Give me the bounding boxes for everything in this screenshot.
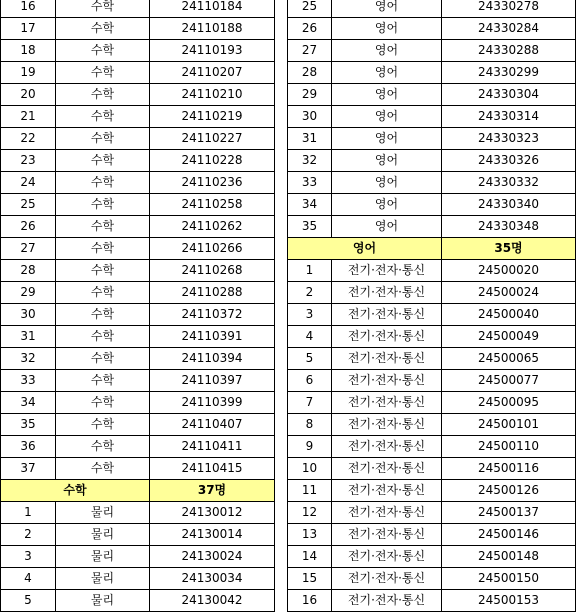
row-number: 14 <box>288 546 332 568</box>
department: 수학 <box>56 436 150 458</box>
student-id: 24110184 <box>150 0 275 18</box>
row-number: 12 <box>288 502 332 524</box>
department: 전기·전자·통신 <box>332 502 442 524</box>
table-row <box>288 590 576 612</box>
student-id: 24330323 <box>442 128 576 150</box>
department: 수학 <box>56 106 150 128</box>
row-number: 7 <box>288 392 332 414</box>
student-id: 24500116 <box>442 458 576 480</box>
table-row <box>288 524 576 546</box>
row-number: 26 <box>1 216 56 238</box>
department: 수학 <box>56 194 150 216</box>
row-number: 30 <box>1 304 56 326</box>
table-row <box>1 282 275 304</box>
row-number: 34 <box>1 392 56 414</box>
department: 영어 <box>332 216 442 238</box>
table-row <box>1 216 275 238</box>
table-row <box>288 128 576 150</box>
table-row <box>288 172 576 194</box>
department: 수학 <box>56 348 150 370</box>
department: 영어 <box>332 0 442 18</box>
row-number: 35 <box>288 216 332 238</box>
student-id: 24500110 <box>442 436 576 458</box>
student-id: 24330348 <box>442 216 576 238</box>
student-id: 24330288 <box>442 40 576 62</box>
right-roster-table <box>287 0 576 612</box>
department: 전기·전자·통신 <box>332 392 442 414</box>
department: 영어 <box>332 150 442 172</box>
table-row <box>288 62 576 84</box>
department: 수학 <box>56 370 150 392</box>
row-number: 31 <box>288 128 332 150</box>
department: 수학 <box>56 128 150 150</box>
row-number: 3 <box>1 546 56 568</box>
row-number: 21 <box>1 106 56 128</box>
row-number: 28 <box>1 260 56 282</box>
left-roster-table <box>0 0 275 612</box>
student-id: 24500126 <box>442 480 576 502</box>
student-id: 24110236 <box>150 172 275 194</box>
department: 물리 <box>56 590 150 612</box>
row-number: 4 <box>288 326 332 348</box>
table-row <box>1 238 275 260</box>
department: 전기·전자·통신 <box>332 260 442 282</box>
department: 물리 <box>56 524 150 546</box>
row-number: 34 <box>288 194 332 216</box>
student-id: 24330304 <box>442 84 576 106</box>
row-number: 28 <box>288 62 332 84</box>
row-number: 25 <box>1 194 56 216</box>
table-row <box>288 568 576 590</box>
row-number: 32 <box>288 150 332 172</box>
student-id: 24330278 <box>442 0 576 18</box>
student-id: 24500049 <box>442 326 576 348</box>
department: 수학 <box>56 260 150 282</box>
table-row <box>1 150 275 172</box>
row-number: 6 <box>288 370 332 392</box>
table-row <box>288 84 576 106</box>
student-id: 24130014 <box>150 524 275 546</box>
table-row <box>1 348 275 370</box>
row-number: 29 <box>1 282 56 304</box>
department: 영어 <box>332 128 442 150</box>
row-number: 20 <box>1 84 56 106</box>
table-row <box>288 216 576 238</box>
department: 전기·전자·통신 <box>332 348 442 370</box>
left-roster-body <box>1 0 275 612</box>
table-row <box>288 502 576 524</box>
student-id: 24110227 <box>150 128 275 150</box>
dept-total-label: 영어 <box>288 238 442 260</box>
student-id: 24110415 <box>150 458 275 480</box>
student-id: 24110266 <box>150 238 275 260</box>
table-row <box>288 40 576 62</box>
student-id: 24130042 <box>150 590 275 612</box>
department: 전기·전자·통신 <box>332 436 442 458</box>
table-row <box>1 106 275 128</box>
row-number: 22 <box>1 128 56 150</box>
row-number: 4 <box>1 568 56 590</box>
department: 영어 <box>332 62 442 84</box>
department: 수학 <box>56 458 150 480</box>
student-id: 24110407 <box>150 414 275 436</box>
department: 수학 <box>56 150 150 172</box>
department: 전기·전자·통신 <box>332 568 442 590</box>
table-row <box>288 370 576 392</box>
department: 수학 <box>56 304 150 326</box>
department: 전기·전자·통신 <box>332 590 442 612</box>
student-id: 24330284 <box>442 18 576 40</box>
student-id: 24110210 <box>150 84 275 106</box>
student-id: 24500148 <box>442 546 576 568</box>
student-id: 24110258 <box>150 194 275 216</box>
student-id: 24330314 <box>442 106 576 128</box>
row-number: 17 <box>1 18 56 40</box>
table-row <box>288 458 576 480</box>
row-number: 16 <box>288 590 332 612</box>
student-id: 24110391 <box>150 326 275 348</box>
student-id: 24500153 <box>442 590 576 612</box>
row-number: 5 <box>288 348 332 370</box>
table-row <box>1 502 275 524</box>
student-id: 24110268 <box>150 260 275 282</box>
table-row <box>288 260 576 282</box>
row-number: 8 <box>288 414 332 436</box>
student-id: 24110228 <box>150 150 275 172</box>
table-row <box>1 84 275 106</box>
student-id: 24500137 <box>442 502 576 524</box>
row-number: 15 <box>288 568 332 590</box>
department: 영어 <box>332 84 442 106</box>
row-number: 27 <box>1 238 56 260</box>
row-number: 16 <box>1 0 56 18</box>
table-row <box>288 0 576 18</box>
student-id: 24110394 <box>150 348 275 370</box>
student-id: 24110372 <box>150 304 275 326</box>
student-id: 24500024 <box>442 282 576 304</box>
department: 수학 <box>56 216 150 238</box>
student-id: 24500095 <box>442 392 576 414</box>
row-number: 3 <box>288 304 332 326</box>
department: 전기·전자·통신 <box>332 370 442 392</box>
table-row <box>288 392 576 414</box>
row-number: 31 <box>1 326 56 348</box>
row-number: 1 <box>288 260 332 282</box>
table-row <box>1 568 275 590</box>
student-id: 24110262 <box>150 216 275 238</box>
table-row <box>1 414 275 436</box>
department: 수학 <box>56 392 150 414</box>
dept-total-count: 35명 <box>442 238 576 260</box>
table-row <box>288 150 576 172</box>
student-id: 24500150 <box>442 568 576 590</box>
student-id: 24130034 <box>150 568 275 590</box>
table-row <box>288 546 576 568</box>
dept-total-row <box>1 480 275 502</box>
student-id: 24130024 <box>150 546 275 568</box>
table-row <box>1 18 275 40</box>
department: 물리 <box>56 502 150 524</box>
table-row <box>288 194 576 216</box>
row-number: 5 <box>1 590 56 612</box>
student-id: 24500040 <box>442 304 576 326</box>
row-number: 2 <box>1 524 56 546</box>
row-number: 30 <box>288 106 332 128</box>
table-row <box>1 304 275 326</box>
department: 영어 <box>332 40 442 62</box>
row-number: 33 <box>1 370 56 392</box>
department: 수학 <box>56 18 150 40</box>
table-row <box>1 326 275 348</box>
row-number: 35 <box>1 414 56 436</box>
row-number: 2 <box>288 282 332 304</box>
table-row <box>288 436 576 458</box>
row-number: 23 <box>1 150 56 172</box>
row-number: 27 <box>288 40 332 62</box>
department: 수학 <box>56 84 150 106</box>
department: 수학 <box>56 238 150 260</box>
dept-total-count: 37명 <box>150 480 275 502</box>
department: 수학 <box>56 0 150 18</box>
department: 물리 <box>56 546 150 568</box>
department: 전기·전자·통신 <box>332 326 442 348</box>
student-id: 24110219 <box>150 106 275 128</box>
table-row <box>288 414 576 436</box>
department: 전기·전자·통신 <box>332 524 442 546</box>
row-number: 9 <box>288 436 332 458</box>
department: 전기·전자·통신 <box>332 304 442 326</box>
table-row <box>288 326 576 348</box>
table-row <box>1 40 275 62</box>
row-number: 33 <box>288 172 332 194</box>
department: 수학 <box>56 326 150 348</box>
student-id: 24110193 <box>150 40 275 62</box>
table-row <box>288 282 576 304</box>
row-number: 32 <box>1 348 56 370</box>
table-row <box>1 546 275 568</box>
department: 수학 <box>56 414 150 436</box>
student-id: 24110399 <box>150 392 275 414</box>
student-id: 24330340 <box>442 194 576 216</box>
row-number: 24 <box>1 172 56 194</box>
student-id: 24500146 <box>442 524 576 546</box>
department: 전기·전자·통신 <box>332 480 442 502</box>
table-row <box>288 18 576 40</box>
right-roster-body <box>288 0 576 612</box>
table-row <box>1 260 275 282</box>
table-row <box>1 0 275 18</box>
table-row <box>288 348 576 370</box>
department: 전기·전자·통신 <box>332 414 442 436</box>
student-id: 24500020 <box>442 260 576 282</box>
student-id: 24110397 <box>150 370 275 392</box>
table-row <box>1 370 275 392</box>
department: 수학 <box>56 172 150 194</box>
department: 영어 <box>332 194 442 216</box>
table-row <box>288 106 576 128</box>
department: 영어 <box>332 106 442 128</box>
row-number: 29 <box>288 84 332 106</box>
department: 수학 <box>56 62 150 84</box>
dept-total-row <box>288 238 576 260</box>
department: 전기·전자·통신 <box>332 546 442 568</box>
student-id: 24110207 <box>150 62 275 84</box>
department: 영어 <box>332 18 442 40</box>
row-number: 26 <box>288 18 332 40</box>
table-row <box>1 194 275 216</box>
student-id: 24130012 <box>150 502 275 524</box>
row-number: 10 <box>288 458 332 480</box>
student-id: 24110188 <box>150 18 275 40</box>
student-id: 24330299 <box>442 62 576 84</box>
row-number: 1 <box>1 502 56 524</box>
table-row <box>1 458 275 480</box>
table-row <box>1 172 275 194</box>
row-number: 36 <box>1 436 56 458</box>
row-number: 25 <box>288 0 332 18</box>
department: 영어 <box>332 172 442 194</box>
table-row <box>1 392 275 414</box>
student-id: 24110411 <box>150 436 275 458</box>
table-row <box>1 128 275 150</box>
table-row <box>1 524 275 546</box>
table-row <box>1 62 275 84</box>
department: 수학 <box>56 40 150 62</box>
row-number: 18 <box>1 40 56 62</box>
row-number: 37 <box>1 458 56 480</box>
department: 전기·전자·통신 <box>332 282 442 304</box>
student-id: 24500077 <box>442 370 576 392</box>
table-row <box>1 590 275 612</box>
table-row <box>1 436 275 458</box>
student-id: 24330326 <box>442 150 576 172</box>
table-row <box>288 480 576 502</box>
row-number: 19 <box>1 62 56 84</box>
student-id: 24330332 <box>442 172 576 194</box>
dept-total-label: 수학 <box>1 480 150 502</box>
department: 전기·전자·통신 <box>332 458 442 480</box>
student-id: 24110288 <box>150 282 275 304</box>
table-row <box>288 304 576 326</box>
department: 물리 <box>56 568 150 590</box>
row-number: 13 <box>288 524 332 546</box>
department: 수학 <box>56 282 150 304</box>
student-id: 24500065 <box>442 348 576 370</box>
student-id: 24500101 <box>442 414 576 436</box>
row-number: 11 <box>288 480 332 502</box>
